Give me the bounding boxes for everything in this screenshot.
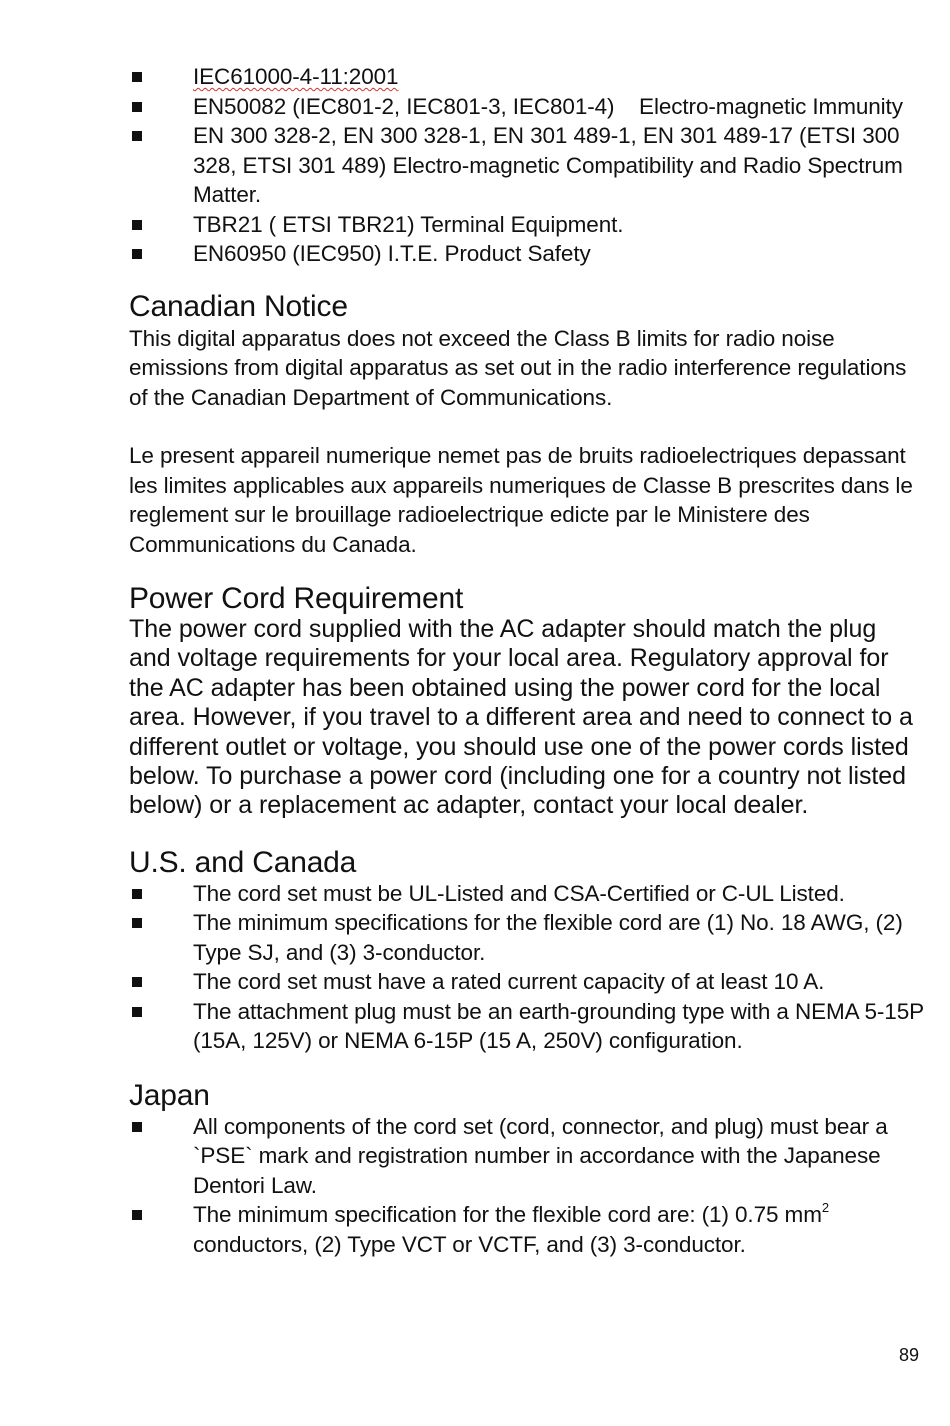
list-item-text: EN60950 (IEC950) I.T.E. Product Safety — [193, 241, 591, 266]
square-bullet-icon — [132, 1210, 142, 1220]
list-item — [129, 997, 924, 1056]
list-item-text: The cord set must be UL-Listed and CSA-Certified or C-UL Listed. — [193, 880, 845, 906]
list-item-text: IEC61000-4-11:2001 — [193, 64, 399, 89]
list-item-text: The minimum specifications for the flexible cord are (1) No. 18 AWG, (2) Type SJ, and (3) 3-conductor. — [193, 910, 903, 965]
square-bullet-icon — [132, 220, 142, 230]
list-item — [129, 210, 924, 240]
list-item-text: TBR21 ( ETSI TBR21) Terminal Equipment. — [193, 211, 624, 237]
list-item — [129, 121, 924, 210]
canadian-notice-french: Le present appareil numerique nemet pas de bruits radioelectriques depassant les limites applicables aux appareils numeriques de Classe B prescrites dans le reglement sur le brouillage radioelectrique edicte par le Ministere des Communications du Canada. — [129, 443, 913, 557]
superscript-exponent: 2 — [821, 1200, 829, 1216]
japan-list — [129, 1112, 924, 1260]
canadian-notice-heading: Canadian Notice — [129, 289, 348, 323]
us-canada-heading: U.S. and Canada — [129, 845, 357, 879]
square-bullet-icon — [132, 249, 142, 259]
square-bullet-icon — [132, 918, 142, 928]
power-cord-heading: Power Cord Requirement — [129, 582, 464, 615]
list-item-text: EN 300 328-2, EN 300 328-1, EN 301 489-1, EN 301 489-17 (ETSI 300 328, ETSI 301 489) Electro-magnetic Compatibility and Radio Spectrum Matter. — [193, 123, 903, 207]
canadian-notice-english: This digital apparatus does not exceed the Class B limits for radio noise emissions from digital apparatus as set out in the radio interference regulations of the Canadian Department of Communications. — [129, 325, 907, 410]
us-canada-list — [129, 879, 924, 1056]
list-item — [129, 92, 924, 122]
japan-heading: Japan — [129, 1078, 210, 1112]
list-item — [129, 1112, 924, 1201]
list-item-text: The cord set must have a rated current capacity of at least 10 A. — [193, 969, 825, 995]
square-bullet-icon — [132, 1007, 142, 1017]
square-bullet-icon — [132, 131, 142, 141]
power-cord-paragraph: The power cord supplied with the AC adapter should match the plug and voltage requirements for your local area. Regulatory approval for the AC adapter has been obtained using the power cord for the local area. However, if you travel to a different area and need to connect to a different outlet or voltage, you should use one of the power cords listed below. To purchase a power cord (including one for a country not listed below) or a replacement ac adapter, contact your local dealer. — [129, 615, 913, 820]
list-item-text: The attachment plug must be an earth-grounding type with a NEMA 5-15P (15A, 125V) or NEMA 6-15P (15 A, 250V) configuration. — [193, 998, 924, 1054]
list-item-text-start: The minimum specification for the flexible cord are: (1) 0.75 mm — [193, 1202, 822, 1228]
list-item-text: All components of the cord set (cord, connector, and plug) must bear a `PSE` mark and registration number in accordance with the Japanese Dentori Law. — [193, 1113, 888, 1198]
square-bullet-icon — [132, 889, 142, 899]
list-item — [129, 239, 924, 269]
list-item-text: EN50082 (IEC801-2, IEC801-3, IEC801-4) Electro-magnetic Immunity — [193, 93, 903, 119]
page-number: 89 — [898, 1345, 919, 1365]
square-bullet-icon — [132, 72, 142, 82]
square-bullet-icon — [132, 977, 142, 987]
list-item — [129, 879, 924, 909]
list-item — [129, 1200, 924, 1259]
square-bullet-icon — [132, 1122, 142, 1132]
list-item — [129, 967, 924, 997]
square-bullet-icon — [132, 102, 142, 112]
list-item — [129, 908, 924, 967]
list-item-text-end: conductors, (2) Type VCT or VCTF, and (3) 3-conductor. — [193, 1231, 746, 1257]
standards-list — [129, 62, 924, 269]
list-item — [129, 62, 924, 92]
document-page — [129, 62, 924, 1259]
